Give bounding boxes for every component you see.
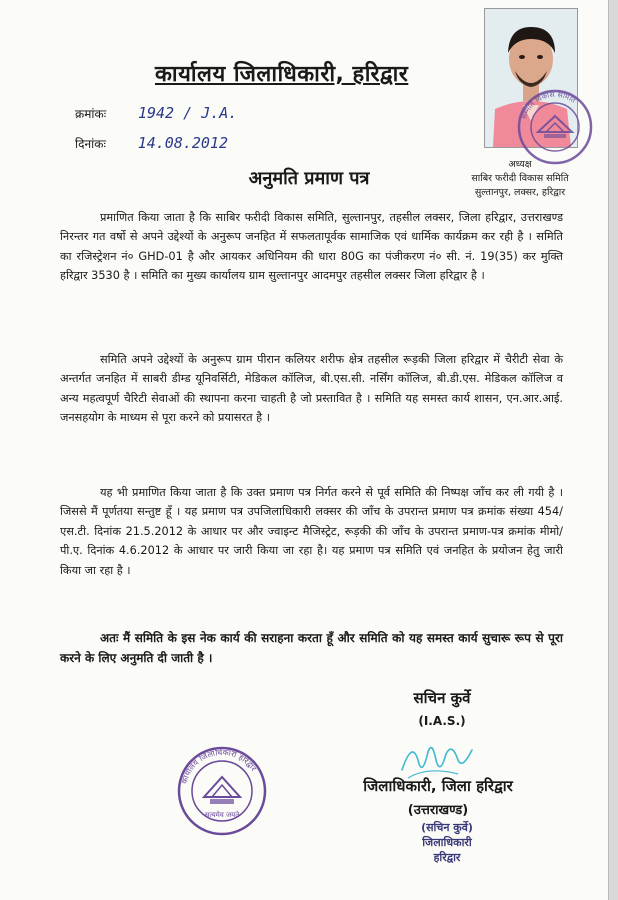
signatory-service: (I.A.S.) xyxy=(418,714,466,728)
dinank-value: 14.08.2012 xyxy=(137,134,229,152)
paragraph-1: प्रमाणित किया जाता है कि साबिर फरीदी विकास समिति, सुल्तानपुर, तहसील लक्सर, जिला हरिद्वार, उत्तराखण्ड निरन्तर गत वर्षो से अपने उद्देश्यों के अनुरूप जनहित में सफलतापूर्वक सामाजिक एवं धार्मिक कार्यक्रम कर रही है । समिति का रजिस्ट्रेशन नं० GHD-01 है और आयकर अधिनियम की धारा 80G का पंजीकरण नं० सी. नं. 19(35) कर मुक्ति हरिद्वार 3530 है । समिति का मुख्य कार्यालय ग्राम सुल्तानपुर आदमपुर तहसील लक्सर जिला हरिद्वार है । xyxy=(60,211,563,283)
signatory-designation: जिलाधिकारी, जिला हरिद्वार xyxy=(363,777,513,795)
samiti-seal-icon xyxy=(516,88,594,166)
signatory-address: सुल्तानपुर, लक्सर, हरिद्वार xyxy=(474,187,566,198)
district-seal-icon xyxy=(176,745,268,837)
kramank-value: 1942 / J.A. xyxy=(137,104,238,122)
top-seal-text: सम्मति विकास समिति xyxy=(519,89,578,121)
reference-number-row xyxy=(75,104,237,122)
signatory-name: सचिन कुर्वे xyxy=(413,689,471,707)
svg-text:सम्मति विकास समिति xyxy=(519,90,578,120)
stamp-place: हरिद्वार xyxy=(433,851,461,864)
signatory-state: (उत्तराखण्ड) xyxy=(407,803,469,818)
dinank-label: दिनांकः xyxy=(75,137,106,151)
signatory-role: अध्यक्ष xyxy=(508,159,532,170)
signatory-org: साबिर फरीदी विकास समिति xyxy=(471,173,569,184)
paragraph-4: अतः मैं समिति के इस नेक कार्य की सराहना करता हूँ और समिति को यह समस्त कार्य सुचारू रूप से पूरा करने के लिए अनुमति दी जाती है । xyxy=(60,631,563,665)
paragraph-3: यह भी प्रमाणित किया जाता है कि उक्त प्रमाण पत्र निर्गत करने से पूर्व समिति की निष्पक्ष जॉंच कर ली गयी है । जिससे मैं पूर्णतया सन्तुष्ट हूँ । यह प्रमाण पत्र उपजिलाधिकारी लक्सर की जॉंच के उपरान्त प्रमाण पत्र क्रमांक संख्या 454/एस.टी. दिनांक 21.5.2012 के आधार पर और ज्वाइन्ट मैजिस्ट्रेट, रूड़की की जॉंच के उपरान्त प्रमाण-पत्र क्रमांक मीमो/पी.ए. दिनांक 4.6.2012 के आधार पर जारी किया जा रहा है। यह प्रमाण पत्र समिति एवं जनहित के प्रयोजन हेतु जारी किया जा रहा है । xyxy=(60,486,563,577)
scan-edge xyxy=(608,0,618,900)
stamp-name: (सचिन कुर्वे) xyxy=(421,821,473,834)
bottom-seal-motto: सत्यमेव जयते xyxy=(204,811,240,819)
date-row xyxy=(75,134,228,152)
stamp-designation: जिलाधिकारी xyxy=(422,836,472,849)
certificate-title: अनुमति प्रमाण पत्र xyxy=(248,168,370,189)
kramank-label: क्रमांकः xyxy=(75,107,107,121)
office-title: कार्यालय जिलाधिकारी, हरिद्वार xyxy=(155,62,409,87)
name-stamp xyxy=(402,820,492,865)
paragraph-2: समिति अपने उद्देश्यों के अनुरूप ग्राम पीरान कलियर शरीफ क्षेत्र तहसील रूड़की जिला हरिद्वार में चैरीटी सेवा के अन्तर्गत जनहित में साबरी डीम्ड यूनिवर्सिटी, मेडिकल कॉलिज, बी.एस.सी. नर्सिंग कॉलिज, बी.डी.एस. मेडिकल कॉलिज व अन्य महत्वपूर्ण चैरिटी सेवाओं की स्थापना करना चाहती है जो प्रस्तावित है । समिति यह समस्त कार्य शासन, एन.आर.आई. जनसहयोग के माध्यम से पूरा करने को प्रयासरत है । xyxy=(60,353,563,425)
bottom-seal-arc-text: कार्यालय जिलाधिकारी हरिद्वार xyxy=(179,747,259,785)
